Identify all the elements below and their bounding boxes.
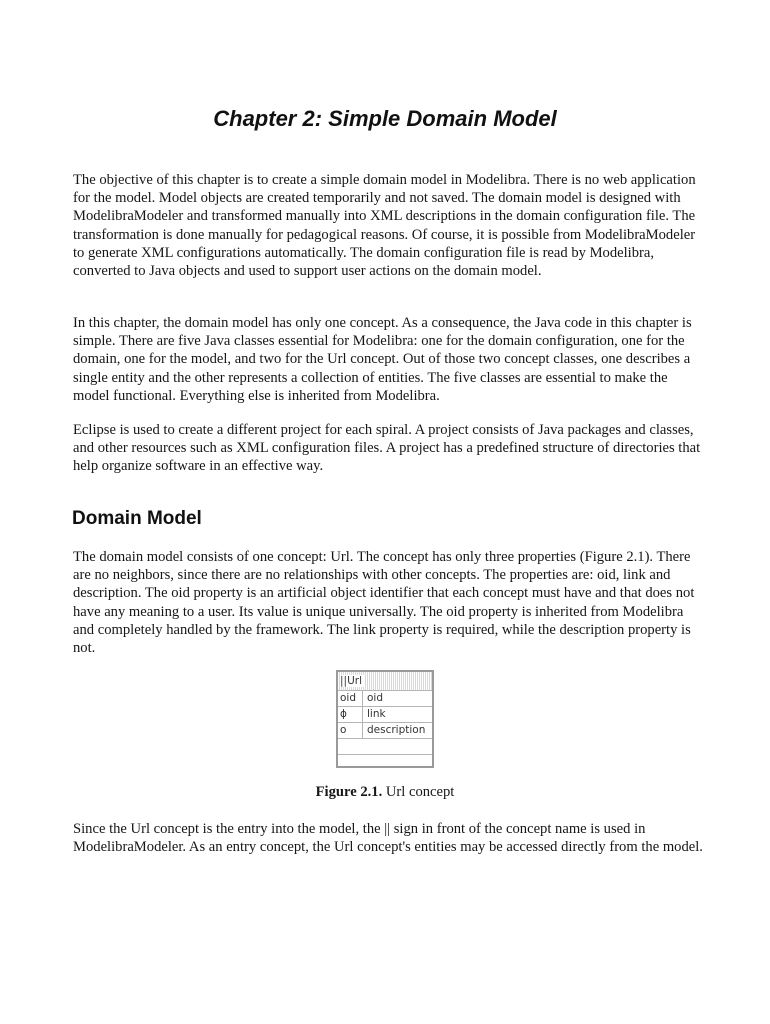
figure-caption — [0, 784, 770, 801]
intro-paragraph-1: The objective of this chapter is to create a simple domain model in Modelibra. There is no web application for the model. Model objects are created temporarily and not saved. The domain model is designed with ModelibraModeler and transformed manually into XML descriptions in the domain configuration file. The transformation is done manually for pedagogical reasons. Of course, it is possible from ModelibraModeler to generate XML configurations automatically. The domain configuration file is read by Modelibra, converted to Java objects and used to support user actions on the domain model. — [73, 172, 696, 280]
closing-paragraph: Since the Url concept is the entry into the model, the || sign in front of the concept name is used in ModelibraModeler. As an entry concept, the Url concept's entities may be accessed directly from the model. — [73, 821, 703, 856]
concept-empty-row — [338, 739, 432, 755]
figure-text: Url concept — [382, 784, 455, 800]
property-code: ϕ — [338, 707, 363, 722]
property-code: oid — [338, 691, 363, 706]
url-concept-diagram — [336, 670, 434, 768]
figure-label: Figure 2.1. — [315, 784, 383, 800]
concept-property-row — [338, 691, 432, 707]
section-heading-domain-model: Domain Model — [72, 508, 202, 529]
concept-property-row — [338, 707, 432, 723]
chapter-title: Chapter 2: Simple Domain Model — [213, 106, 557, 131]
domain-model-paragraph: The domain model consists of one concept: Url. The concept has only three properties (Figure 2.1). There are no neighbors, since there are no relationships with other concepts. The properties are: oid, link and description. The oid property is an artificial object identifier that each concept must have and that does not have any meaning to a user. Its value is unique universally. The oid property is inherited from Modelibra and completely handled by the framework. The link property is required, while the description property is not. — [73, 549, 695, 657]
property-code: o — [338, 723, 363, 738]
property-name: link — [367, 708, 386, 720]
intro-paragraph-3: Eclipse is used to create a different project for each spiral. A project consists of Java packages and classes, and other resources such as XML configuration files. A project has a predefined structure of directories that help organize software in an effective way. — [73, 422, 701, 475]
property-name: oid — [367, 692, 384, 704]
property-name: description — [367, 724, 426, 736]
intro-paragraph-2: In this chapter, the domain model has only one concept. As a consequence, the Java code in this chapter is simple. There are five Java classes essential for Modelibra: one for the domain configuration, one for the domain, one for the model, and two for the Url concept. Out of those two concept classes, one describes a single entity and the other represents a collection of entities. The five classes are essential to make the model functional. Everything else is inherited from Modelibra. — [73, 315, 692, 404]
concept-property-row — [338, 723, 432, 739]
concept-title: ||Url — [338, 672, 432, 691]
